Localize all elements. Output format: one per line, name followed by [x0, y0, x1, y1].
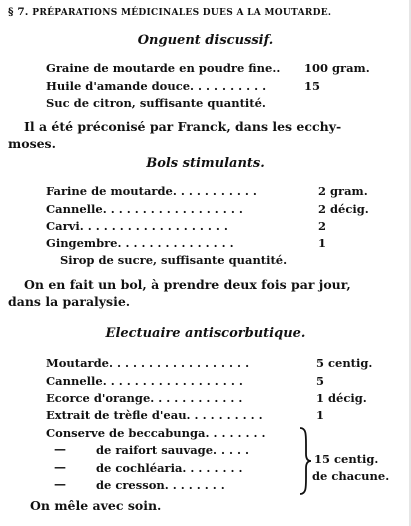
- curly-brace: [298, 426, 312, 496]
- section-heading: [8, 6, 408, 18]
- section-number: § 7.: [8, 6, 29, 18]
- recipe-title-onguent: Onguent discussif.: [137, 33, 274, 48]
- ditto-dash: —: [54, 442, 66, 456]
- note-paragraph: On en fait un bol, à prendre deux fois par jour, dans la paralysie.: [8, 277, 351, 309]
- section-title: PRÉPARATIONS MÉDICINALES DUES A LA MOUTARDE.: [32, 8, 332, 18]
- ditto-dash: —: [54, 477, 66, 491]
- document-page: § 7. PRÉPARATIONS MÉDICINALES DUES A LA MOUTARDE. Onguent discussif. Graine de moutarde en poudre fine.. 100 gram. Huile d'amande douce. . . . . . . . . . 15 Suc de citron, suffisante quantité. Il a été préconisé par Franck, dans les ecchy- moses. Bols stimulants. Farine de moutarde. . . . . . . . . . . 2 gram. Cannelle. . . . . . . . . . . . . . . . . . 2 décig. Carvi. . . . . . . . . . . . . . . . . . . 2 Gingembre. . . . . . . . . . . . . . . 1 Sirop de sucre, suffisante quantité. On en fait un bol, à prendre deux fois par jour, dans la paralysie. Electuaire antiscorbutique. Moutarde. . . . . . . . . . . . . . . . . . 5 centig. Cannelle. . . . . . . . . . . . . . . . . . 5 Ecorce d'orange. . . . . . . . . . . . 1 décig. Extrait de trèfle d'eau. . . . . . . . . . 1 Conserve de beccabunga. . . . . . . . — de raifort sauvage. . . . . — de cochléaria. . . . . . . . — de cresson. . . . . . . . 15 centig. de chacune. On mêle avec soin.: [0, 0, 411, 526]
- ditto-dash: —: [54, 460, 66, 474]
- brace-quantity: 15 centig.: [314, 452, 379, 466]
- note-paragraph: Il a été préconisé par Franck, dans les ecchy- moses.: [8, 119, 342, 151]
- recipe-title-electuaire: Electuaire antiscorbutique.: [105, 326, 306, 341]
- closing-paragraph: On mêle avec soin.: [30, 498, 162, 513]
- recipe-title-bols: Bols stimulants.: [146, 156, 265, 171]
- brace-quantity-note: de chacune.: [312, 469, 390, 483]
